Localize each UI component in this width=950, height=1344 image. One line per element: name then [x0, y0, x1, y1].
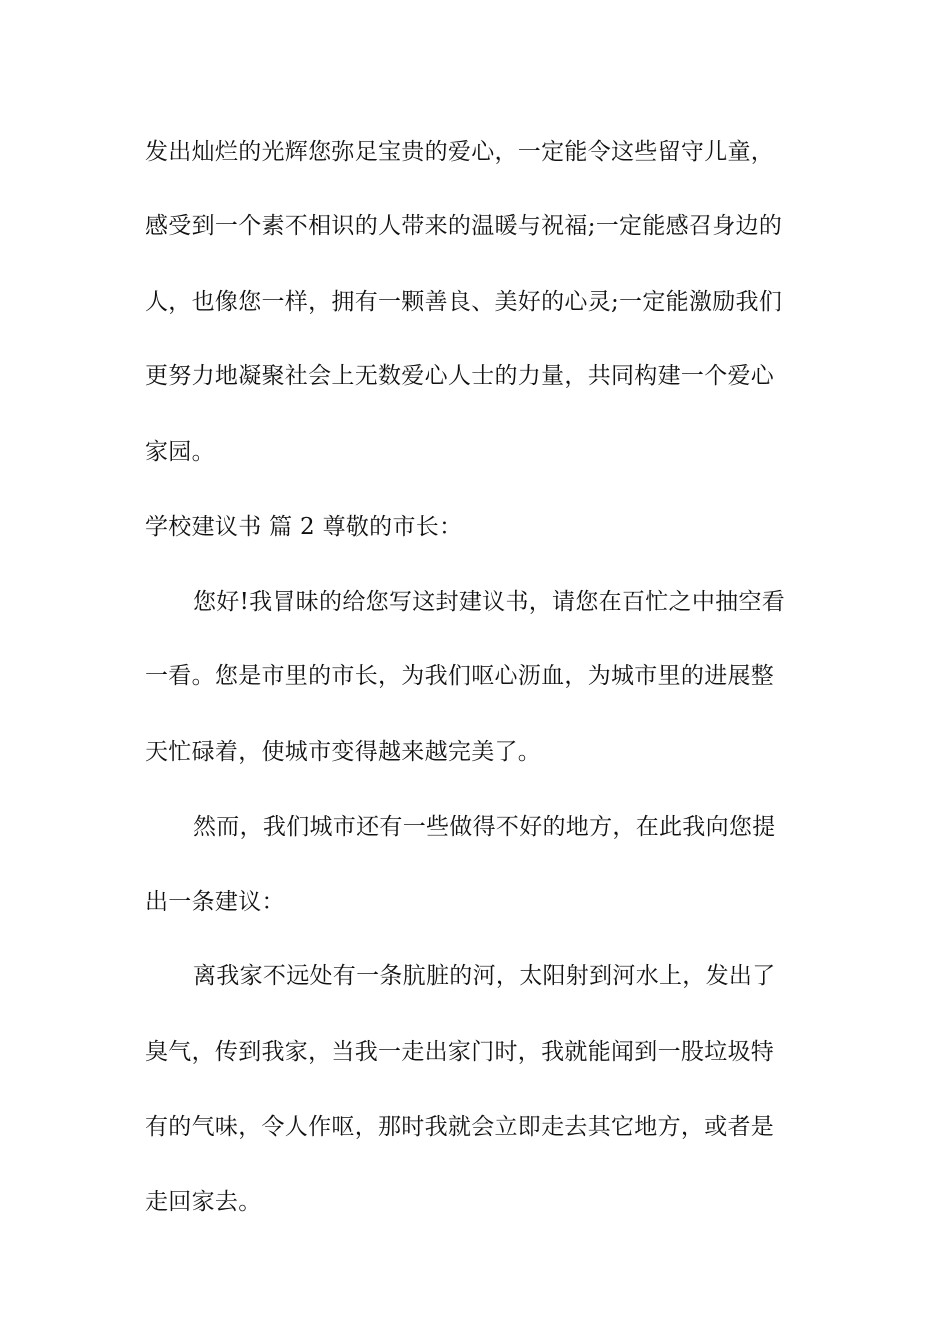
paragraph-start-line: 然而，我们城市还有一些做得不好的地方，在此我向您提 [193, 814, 776, 840]
text-line: 一看。您是市里的市长，为我们呕心沥血，为城市里的进展整 [145, 663, 775, 689]
paragraph-start-line: 离我家不远处有一条肮脏的河，太阳射到河水上，发出了 [193, 963, 776, 989]
text-line: 有的气味，令人作呕，那时我就会立即走去其它地方，或者是 [145, 1114, 775, 1140]
text-line: 家园。 [145, 439, 215, 465]
text-line: 出一条建议： [145, 889, 285, 915]
paragraph-start-line: 您好!我冒昧的给您写这封建议书，请您在百忙之中抽空看 [193, 589, 786, 615]
text-line: 发出灿烂的光辉您弥足宝贵的爱心，一定能令这些留守儿童， [145, 139, 775, 165]
text-line: 走回家去。 [145, 1189, 262, 1215]
text-line: 臭气，传到我家，当我一走出家门时，我就能闻到一股垃圾特 [145, 1039, 775, 1065]
text-line: 天忙碌着，使城市变得越来越完美了。 [145, 739, 542, 765]
text-line: 感受到一个素不相识的人带来的温暖与祝福;一定能感召身边的 [145, 213, 783, 239]
section-heading: 学校建议书 篇 2 尊敬的市长： [145, 514, 463, 540]
text-line: 更努力地凝聚社会上无数爱心人士的力量，共同构建一个爱心 [145, 363, 775, 389]
text-line: 人，也像您一样，拥有一颗善良、美好的心灵;一定能激励我们 [145, 289, 783, 315]
